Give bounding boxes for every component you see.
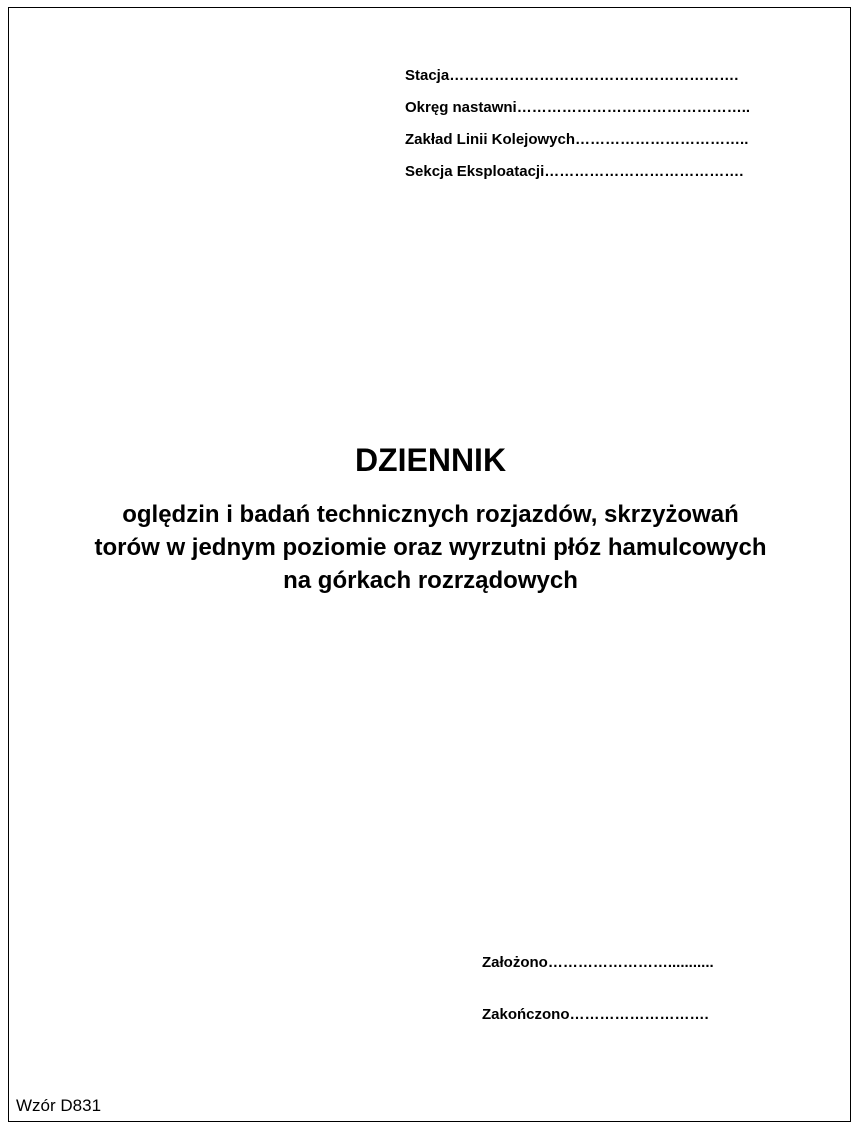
document-title: DZIENNIK (354, 442, 507, 478)
started-field: Założono……………………........... (482, 954, 714, 971)
document-subtitle (9, 498, 852, 597)
subtitle-line: oględzin i badań technicznych rozjazdów, skrzyżowań (122, 501, 739, 528)
subtitle-line: torów w jednym poziomie oraz wyrzutni płóz hamulcowych (94, 534, 767, 561)
station-field: Stacja…………………………………………………. (405, 67, 739, 84)
title-block (9, 438, 852, 597)
box-district-field: Okręg nastawni……………………………………….. (405, 99, 751, 116)
header-fields (405, 60, 850, 188)
document-page (8, 7, 851, 1122)
operations-section-field: Sekcja Eksploatacji…………………………………. (405, 163, 744, 180)
footer-fields (482, 948, 822, 1052)
form-code: Wzór D831 (16, 1096, 102, 1115)
finished-field: Zakończono………………………. (482, 1006, 709, 1023)
subtitle-line: na górkach rozrządowych (283, 567, 578, 594)
railway-plant-field: Zakład Linii Kolejowych…………………………….. (405, 131, 749, 148)
